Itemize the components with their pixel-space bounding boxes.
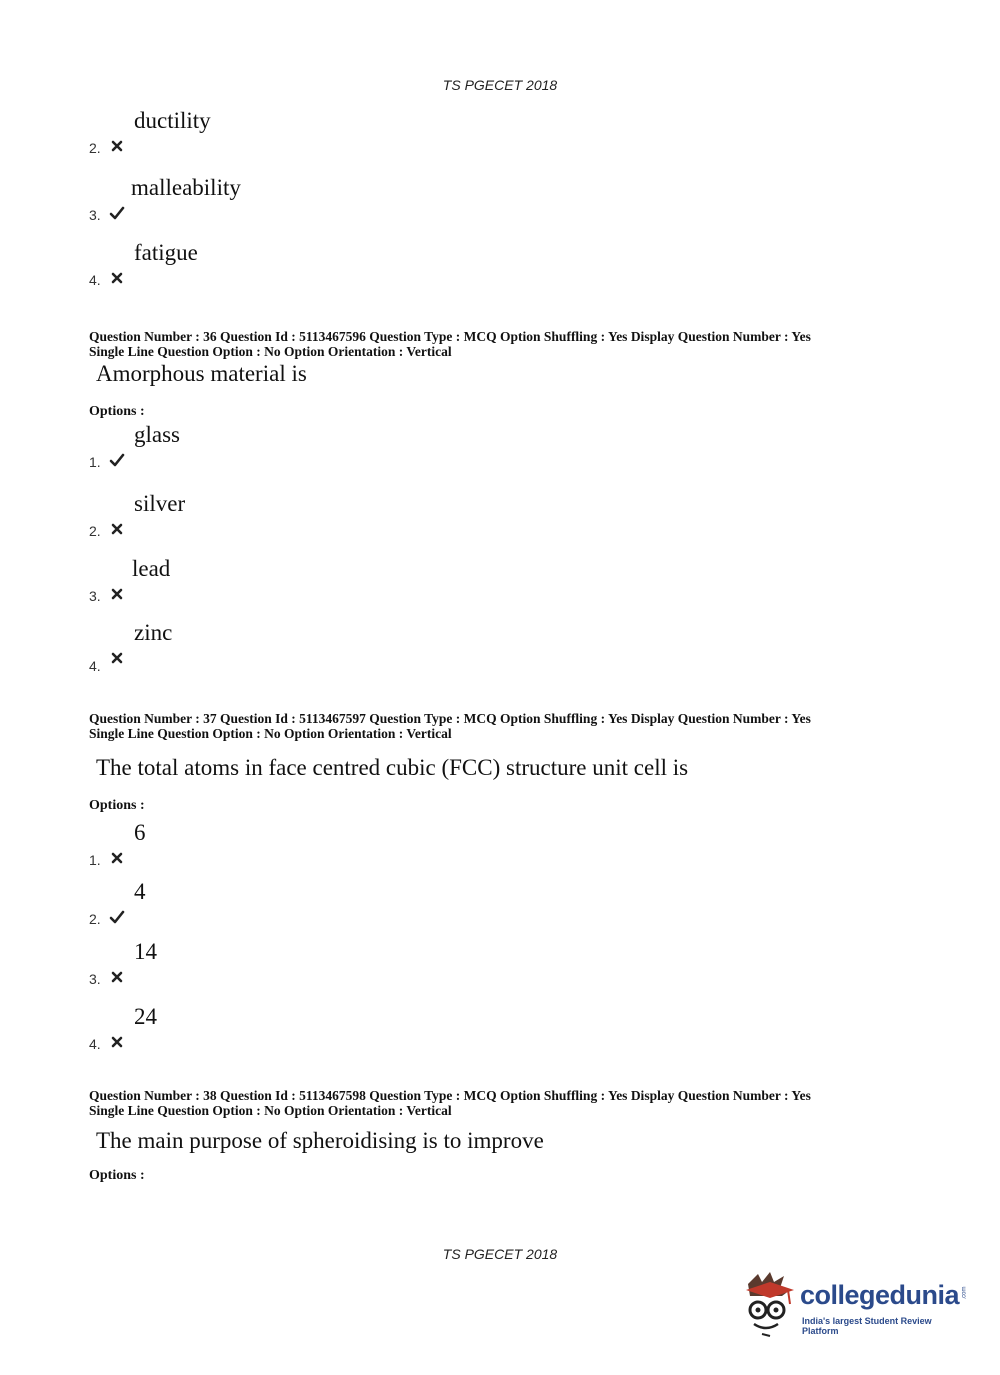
option-number: 3. <box>89 207 101 223</box>
q36-option-3 <box>89 556 489 606</box>
q36-meta-line1: Question Number : 36 Question Id : 5113467596 Question Type : MCQ Option Shuffling : Yes Display Question Number : Yes <box>89 329 811 344</box>
q35-option-2 <box>89 108 489 158</box>
option-number: 2. <box>89 911 101 927</box>
q37-metadata <box>89 711 969 741</box>
logo-brand-text: collegedunia <box>800 1280 960 1310</box>
check-icon <box>109 909 125 925</box>
q36-metadata <box>89 329 969 359</box>
option-text: 14 <box>134 939 157 964</box>
q38-meta-line1: Question Number : 38 Question Id : 5113467598 Question Type : MCQ Option Shuffling : Yes Display Question Number : Yes <box>89 1088 811 1103</box>
option-number: 2. <box>89 140 101 156</box>
cross-icon <box>109 586 125 602</box>
logo-domain-suffix: .com <box>961 1286 968 1300</box>
option-number: 4. <box>89 1036 101 1052</box>
cross-icon <box>109 270 125 286</box>
option-number: 1. <box>89 852 101 868</box>
cross-icon <box>109 138 125 154</box>
q35-option-4 <box>89 240 489 290</box>
q36-option-1 <box>89 422 489 472</box>
option-text: ductility <box>134 108 211 133</box>
q37-option-1 <box>89 820 489 870</box>
q38-meta-line2: Single Line Question Option : No Option Orientation : Vertical <box>89 1103 452 1118</box>
q37-meta-line2: Single Line Question Option : No Option Orientation : Vertical <box>89 726 452 741</box>
logo-tagline: India's largest Student Review Platform <box>802 1316 932 1336</box>
q37-option-3 <box>89 939 489 989</box>
q36-option-4 <box>89 620 489 674</box>
option-text: malleability <box>131 175 241 200</box>
option-text: 6 <box>134 820 146 845</box>
q36-meta-line2: Single Line Question Option : No Option Orientation : Vertical <box>89 344 452 359</box>
mascot-icon <box>740 1268 800 1340</box>
option-text: 24 <box>134 1004 157 1029</box>
cross-icon <box>109 521 125 537</box>
option-number: 4. <box>89 272 101 288</box>
q36-question-text: Amorphous material is <box>96 361 307 386</box>
page-header-title: TS PGECET 2018 <box>442 77 558 93</box>
option-text: lead <box>132 556 171 581</box>
q36-options-label: Options : <box>89 404 145 419</box>
option-text: glass <box>134 422 180 447</box>
q37-meta-line1: Question Number : 37 Question Id : 5113467597 Question Type : MCQ Option Shuffling : Yes Display Question Number : Yes <box>89 711 811 726</box>
cross-icon <box>109 850 125 866</box>
option-number: 2. <box>89 523 101 539</box>
cross-icon <box>109 969 125 985</box>
q38-metadata <box>89 1088 969 1118</box>
cross-icon <box>109 1034 125 1050</box>
q37-question-text: The total atoms in face centred cubic (FCC) structure unit cell is <box>96 755 689 780</box>
page-footer-title: TS PGECET 2018 <box>442 1246 558 1262</box>
cross-icon <box>109 650 125 666</box>
q38-question-text: The main purpose of spheroidising is to improve <box>96 1128 544 1153</box>
option-number: 3. <box>89 971 101 987</box>
q38-options-label: Options : <box>89 1168 145 1183</box>
check-icon <box>109 205 125 221</box>
option-number: 3. <box>89 588 101 604</box>
option-text: zinc <box>134 620 173 645</box>
q37-option-4 <box>89 1004 489 1054</box>
option-text: fatigue <box>134 240 198 265</box>
collegedunia-logo <box>740 1268 970 1340</box>
q36-option-2 <box>89 491 489 541</box>
option-text: silver <box>134 491 186 516</box>
option-number: 1. <box>89 454 101 470</box>
check-icon <box>109 452 125 468</box>
option-text: 4 <box>134 879 146 904</box>
q35-option-3 <box>89 175 489 225</box>
q37-option-2 <box>89 879 489 929</box>
q37-options-label: Options : <box>89 798 145 813</box>
option-number: 4. <box>89 658 101 674</box>
